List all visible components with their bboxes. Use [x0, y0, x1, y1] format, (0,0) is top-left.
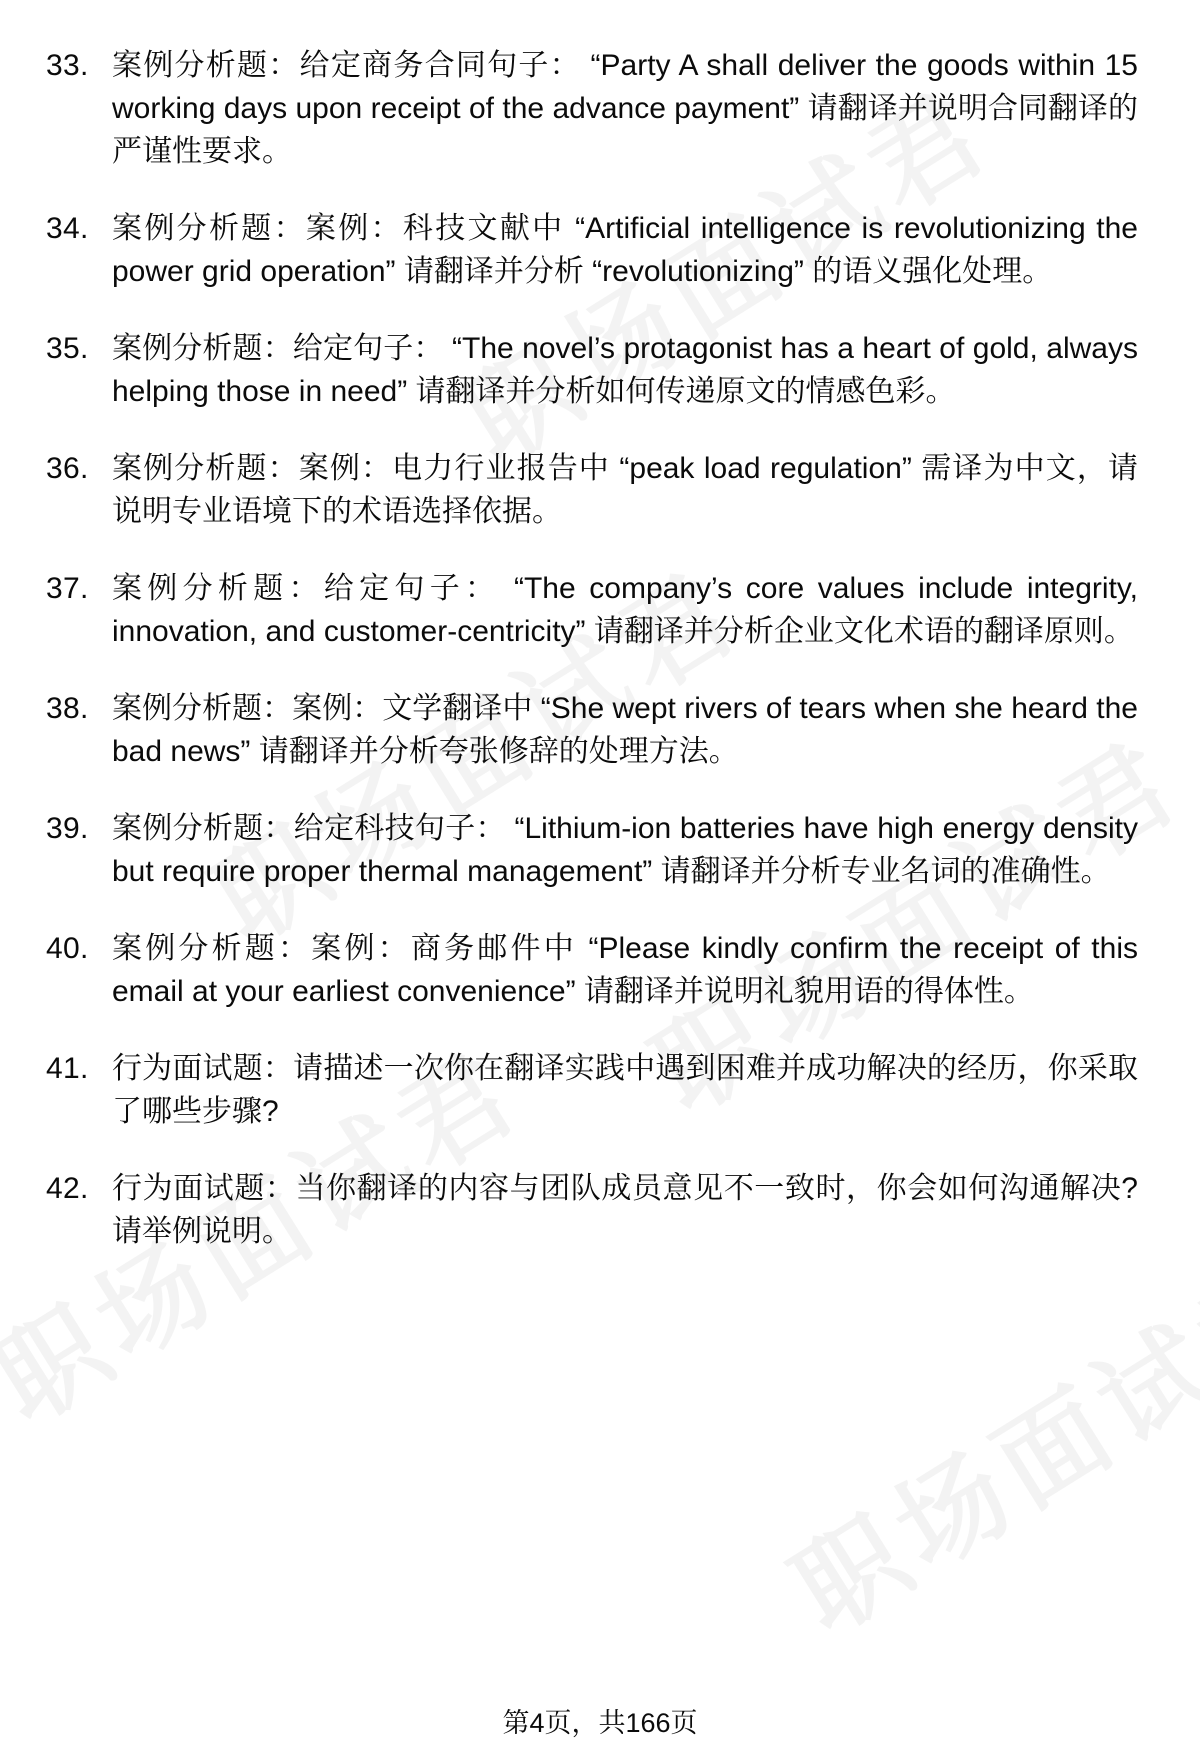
- question-item: [46, 447, 1138, 533]
- question-text: 案例分析题：案例：文学翻译中 “She wept rivers of tears when she heard the bad news” 请翻译并分析夸张修辞的处理方法。: [112, 692, 1138, 768]
- question-number: 36.: [46, 452, 89, 485]
- question-number: 41.: [46, 1052, 89, 1085]
- question-number: 42.: [46, 1172, 89, 1205]
- question-text: 案例分析题：给定商务合同句子： “Party A shall deliver the goods within 15 working days upon receipt of the advance payment” 请翻译并说明合同翻译的严谨性要求。: [112, 49, 1138, 168]
- question-number: 33.: [46, 49, 89, 82]
- page-footer: 第4页，共166页: [502, 1708, 698, 1738]
- question-text: 行为面试题：请描述一次你在翻译实践中遇到困难并成功解决的经历，你采取了哪些步骤?: [112, 1052, 1138, 1128]
- question-item: [46, 1167, 1138, 1253]
- question-item: [46, 327, 1138, 413]
- question-item: [46, 1047, 1138, 1133]
- question-number: 35.: [46, 332, 89, 365]
- question-number: 38.: [46, 692, 89, 725]
- question-item: [46, 44, 1138, 173]
- question-number: 39.: [46, 812, 89, 845]
- question-item: [46, 927, 1138, 1013]
- question-number: 34.: [46, 212, 89, 245]
- question-text: 案例分析题：案例：电力行业报告中 “peak load regulation” 需译为中文，请说明专业语境下的术语选择依据。: [112, 452, 1138, 528]
- question-number: 40.: [46, 932, 89, 965]
- question-number: 37.: [46, 572, 89, 605]
- question-text: 案例分析题：给定句子： “The company’s core values include integrity, innovation, and customer-centricity” 请翻译并分析企业文化术语的翻译原则。: [112, 572, 1138, 648]
- question-item: [46, 567, 1138, 653]
- question-text: 案例分析题：案例：商务邮件中 “Please kindly confirm the receipt of this email at your earliest convenience” 请翻译并说明礼貌用语的得体性。: [112, 932, 1138, 1008]
- question-item: [46, 687, 1138, 773]
- question-text: 案例分析题：给定科技句子： “Lithium-ion batteries have high energy density but require proper thermal management” 请翻译并分析专业名词的准确性。: [112, 812, 1138, 888]
- question-text: 案例分析题：案例：科技文献中 “Artificial intelligence is revolutionizing the power grid operation” 请翻译并分析 “revolutionizing” 的语义强化处理。: [112, 212, 1138, 288]
- question-item: [46, 207, 1138, 293]
- question-item: [46, 807, 1138, 893]
- question-text: 行为面试题：当你翻译的内容与团队成员意见不一致时，你会如何沟通解决? 请举例说明。: [112, 1172, 1138, 1248]
- question-text: 案例分析题：给定句子： “The novel’s protagonist has a heart of gold, always helping those in need” 请翻译并分析如何传递原文的情感色彩。: [112, 332, 1138, 408]
